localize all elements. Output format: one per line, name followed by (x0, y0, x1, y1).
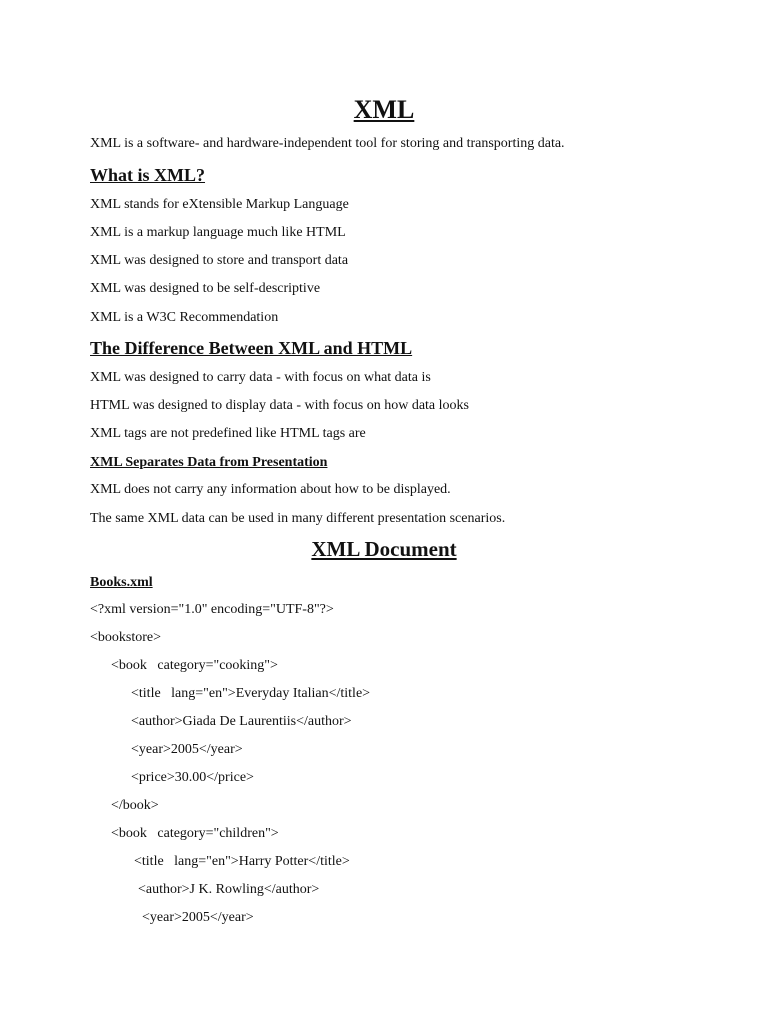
intro-text: XML is a software- and hardware-independent tool for storing and transporting data. (90, 136, 565, 151)
section-heading-separates: XML Separates Data from Presentation (90, 455, 328, 470)
code-line: <title lang="en">Harry Potter</title> (134, 854, 350, 869)
section-title-xml-document: XML Document (311, 537, 457, 561)
separates-point: The same XML data can be used in many different presentation scenarios. (90, 511, 506, 526)
what-is-point: XML is a markup language much like HTML (90, 225, 346, 240)
section-heading-difference: The Difference Between XML and HTML (90, 338, 413, 358)
code-line: <book category="cooking"> (111, 658, 278, 673)
code-line: <book category="children"> (111, 826, 279, 841)
page-title: XML (353, 95, 415, 124)
code-line: <?xml version="1.0" encoding="UTF-8"?> (90, 602, 334, 617)
what-is-point: XML stands for eXtensible Markup Language (90, 197, 349, 212)
code-line: </book> (111, 798, 159, 813)
file-name-heading: Books.xml (90, 575, 153, 590)
difference-point: XML was designed to carry data - with focus on what data is (90, 370, 431, 385)
section-heading-what-is-xml: What is XML? (90, 165, 206, 185)
code-line: <bookstore> (90, 630, 162, 645)
code-line: <title lang="en">Everyday Italian</title> (131, 686, 371, 701)
code-line: <author>Giada De Laurentiis</author> (131, 714, 352, 729)
what-is-point: XML was designed to be self-descriptive (90, 281, 321, 296)
difference-point: XML tags are not predefined like HTML tags are (90, 426, 366, 441)
code-line: <year>2005</year> (131, 742, 243, 757)
difference-point: HTML was designed to display data - with focus on how data looks (90, 398, 469, 413)
what-is-point: XML was designed to store and transport data (90, 253, 349, 268)
what-is-point: XML is a W3C Recommendation (90, 310, 279, 325)
separates-point: XML does not carry any information about how to be displayed. (90, 482, 451, 497)
code-line: <price>30.00</price> (131, 770, 254, 785)
code-line: <author>J K. Rowling</author> (138, 882, 320, 897)
code-line: <year>2005</year> (142, 910, 254, 925)
